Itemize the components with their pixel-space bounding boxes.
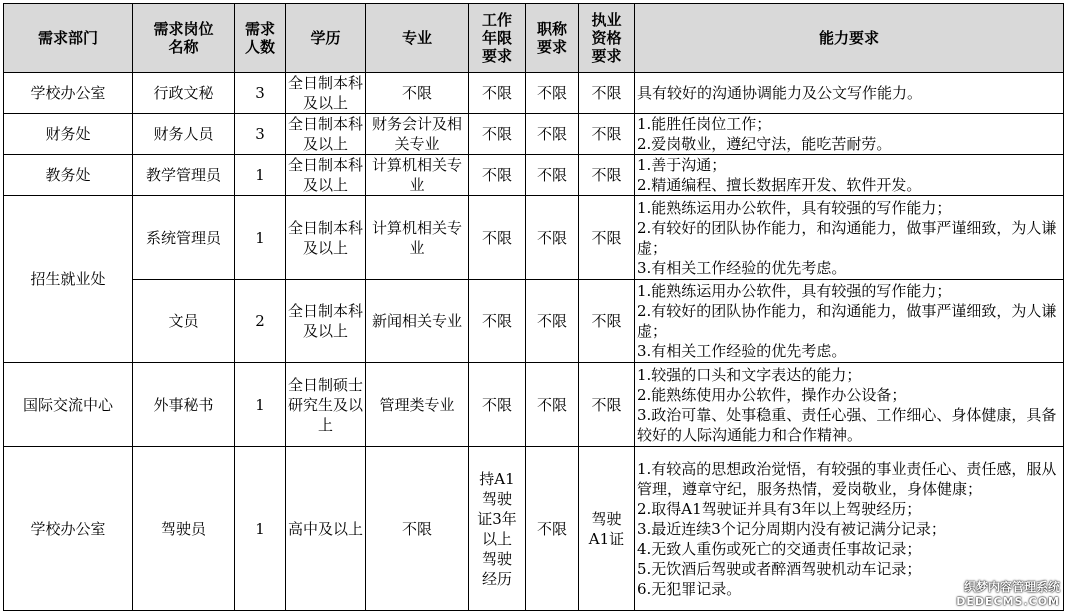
- edu-cell: 高中及以上: [286, 447, 366, 611]
- site-watermark: [956, 578, 1060, 608]
- requirement-line: 2.有较好的团队协作能力，和沟通能力，做事严谨细致，为人谦虚；: [637, 302, 1057, 340]
- requirement-line: 3.政治可靠、处事稳重、责任心强、工作细心、身体健康，具备较好的人际沟通能力和合作精神。: [637, 405, 1057, 444]
- dept-cell: 国际交流中心: [4, 363, 133, 447]
- requirement-line: 5.无饮酒后驾驶或者醉酒驾驶机动车记录；: [637, 559, 922, 578]
- years-cell: 不限: [469, 363, 526, 447]
- requirement-line: 2.取得A1驾驶证并具有3年以上驾驶经历；: [637, 499, 922, 518]
- requirement-line: 1.善于沟通；: [637, 156, 727, 174]
- major-cell: 计算机相关专业: [366, 196, 469, 280]
- post-cell: 行政文秘: [133, 73, 235, 114]
- header-qual: 执业资格要求: [579, 4, 635, 73]
- requirement-cell: [635, 114, 1064, 155]
- requirement-line: 3.有相关工作经验的优先考虑。: [637, 258, 847, 277]
- count-cell: 1: [235, 363, 286, 447]
- major-cell: 财务会计及相关专业: [366, 114, 469, 155]
- years-cell: 不限: [469, 280, 526, 363]
- post-cell: 文员: [133, 280, 235, 363]
- requirement-line: 1.有较高的思想政治觉悟，有较强的事业责任心、责任感，服从管理，遵章守纪，服务热情，爱岗敬业，身体健康；: [637, 459, 1057, 498]
- header-edu: 学历: [286, 4, 366, 73]
- title-cell: 不限: [526, 280, 579, 363]
- count-cell: 1: [235, 447, 286, 611]
- title-cell: 不限: [526, 73, 579, 114]
- requirement-line: 具有较好的沟通协调能力及公文写作能力。: [637, 84, 923, 102]
- qual-cell: 不限: [579, 363, 635, 447]
- qual-cell: 不限: [579, 155, 635, 196]
- qual-cell: 不限: [579, 196, 635, 280]
- edu-cell: 全日制本科及以上: [286, 196, 366, 280]
- requirement-line: 2.爱岗敬业，遵纪守法，能吃苦耐劳。: [637, 135, 892, 153]
- major-cell: 计算机相关专业: [366, 155, 469, 196]
- watermark-url: DEDECMS.COM: [956, 595, 1060, 608]
- post-cell: 教学管理员: [133, 155, 235, 196]
- requirement-cell: [635, 73, 1064, 114]
- dept-cell: 招生就业处: [4, 196, 133, 363]
- watermark-title: 织梦内容管理系统: [963, 580, 1060, 594]
- title-cell: 不限: [526, 155, 579, 196]
- header-post: 需求岗位名称: [133, 4, 235, 73]
- table-row: [4, 155, 1064, 196]
- edu-cell: 全日制本科及以上: [286, 114, 366, 155]
- dept-cell: 学校办公室: [4, 73, 133, 114]
- post-cell: 驾驶员: [133, 447, 235, 611]
- requirement-line: 2.精通编程、擅长数据库开发、软件开发。: [637, 176, 922, 194]
- years-cell: 不限: [469, 73, 526, 114]
- qual-cell: 驾驶A1证: [579, 447, 635, 611]
- qual-cell: 不限: [579, 280, 635, 363]
- requirement-cell: [635, 196, 1064, 280]
- requirement-line: 1.能熟练运用办公软件，具有较强的写作能力；: [637, 198, 952, 217]
- count-cell: 2: [235, 280, 286, 363]
- major-cell: 不限: [366, 447, 469, 611]
- title-cell: 不限: [526, 447, 579, 611]
- requirement-line: 6.无犯罪记录。: [637, 579, 742, 598]
- title-cell: 不限: [526, 363, 579, 447]
- header-title: 职称要求: [526, 4, 579, 73]
- requirement-line: 4.无致人重伤或死亡的交通责任事故记录；: [637, 539, 922, 558]
- requirement-line: 1.能熟练运用办公软件，具有较强的写作能力；: [637, 282, 952, 300]
- edu-cell: 全日制本科及以上: [286, 155, 366, 196]
- years-cell: 不限: [469, 155, 526, 196]
- requirement-line: 1.能胜任岗位工作；: [637, 115, 772, 133]
- major-cell: 新闻相关专业: [366, 280, 469, 363]
- table-row: [4, 363, 1064, 447]
- dept-cell: 学校办公室: [4, 447, 133, 611]
- header-req: 能力要求: [635, 4, 1064, 73]
- edu-cell: 全日制本科及以上: [286, 73, 366, 114]
- edu-cell: 全日制硕士研究生及以上: [286, 363, 366, 447]
- requirement-cell: [635, 280, 1064, 363]
- header-years: 工作年限要求: [469, 4, 526, 73]
- header-row: [4, 4, 1064, 73]
- requirement-line: 2.能熟练使用办公软件，操作办公设备；: [637, 385, 907, 404]
- table-row: [4, 114, 1064, 155]
- title-cell: 不限: [526, 114, 579, 155]
- requirement-line: 3.有相关工作经验的优先考虑。: [637, 342, 847, 360]
- major-cell: 不限: [366, 73, 469, 114]
- edu-cell: 全日制本科及以上: [286, 280, 366, 363]
- qual-cell: 不限: [579, 73, 635, 114]
- header-dept: 需求部门: [4, 4, 133, 73]
- requirement-cell: [635, 363, 1064, 447]
- dept-cell: 教务处: [4, 155, 133, 196]
- major-cell: 管理类专业: [366, 363, 469, 447]
- requirement-cell: [635, 155, 1064, 196]
- count-cell: 3: [235, 73, 286, 114]
- count-cell: 3: [235, 114, 286, 155]
- years-cell: 持A1驾驶证3年以上驾驶经历: [469, 447, 526, 611]
- post-cell: 财务人员: [133, 114, 235, 155]
- header-count: 需求人数: [235, 4, 286, 73]
- post-cell: 系统管理员: [133, 196, 235, 280]
- requirement-line: 3.最近连续3个记分周期内没有被记满分记录；: [637, 519, 946, 538]
- table-row: [4, 196, 1064, 280]
- requirement-line: 1.较强的口头和文字表达的能力；: [637, 365, 862, 384]
- title-cell: 不限: [526, 196, 579, 280]
- count-cell: 1: [235, 155, 286, 196]
- count-cell: 1: [235, 196, 286, 280]
- requirement-line: 2.有较好的团队协作能力，和沟通能力，做事严谨细致，为人谦虚；: [637, 218, 1057, 257]
- header-major: 专业: [366, 4, 469, 73]
- qual-cell: 不限: [579, 114, 635, 155]
- job-table: [3, 3, 1064, 611]
- post-cell: 外事秘书: [133, 363, 235, 447]
- table-row: [4, 280, 1064, 363]
- table-row: [4, 73, 1064, 114]
- table-row: [4, 447, 1064, 611]
- dept-cell: 财务处: [4, 114, 133, 155]
- years-cell: 不限: [469, 196, 526, 280]
- years-cell: 不限: [469, 114, 526, 155]
